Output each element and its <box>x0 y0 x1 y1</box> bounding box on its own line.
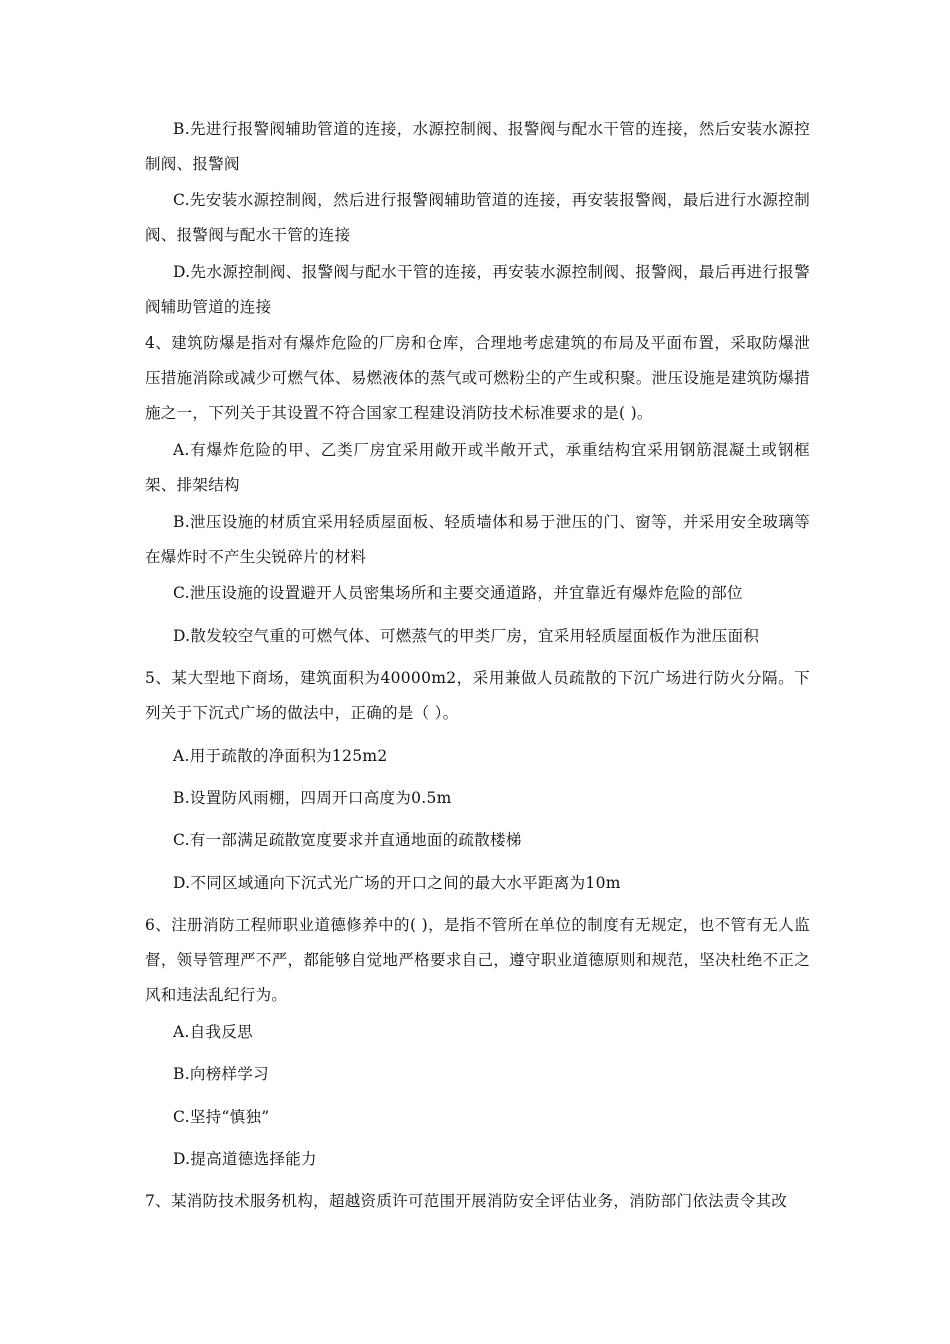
q3-option-c: C.先安装水源控制阀，然后进行报警阀辅助管道的连接，再安装报警阀，最后进行水源控制阀、报警阀与配水干管的连接 <box>145 191 810 244</box>
q6-option-c: C.坚持“慎独” <box>173 1108 270 1126</box>
q6-option-b: B.向榜样学习 <box>173 1065 269 1083</box>
q3-option-d: D.先水源控制阀、报警阀与配水干管的连接，再安装水源控制阀、报警阀，最后再进行报警阀辅助管道的连接 <box>145 263 810 316</box>
q5-stem: 5、某大型地下商场，建筑面积为40000m2，采用兼做人员疏散的下沉广场进行防火分隔。下列关于下沉式广场的做法中，正确的是（ ）。 <box>145 669 810 722</box>
q4-option-c: C.泄压设施的设置避开人员密集场所和主要交通道路，并宜靠近有爆炸危险的部位 <box>173 584 743 602</box>
q6-option-d: D.提高道德选择能力 <box>173 1150 317 1168</box>
q4-option-d: D.散发较空气重的可燃气体、可燃蒸气的甲类厂房，宜采用轻质屋面板作为泄压面积 <box>173 627 760 645</box>
q5-option-b: B.设置防风雨棚，四周开口高度为0.5m <box>173 789 452 807</box>
q6-option-a: A.自我反思 <box>173 1023 253 1041</box>
q4-option-b: B.泄压设施的材质宜采用轻质屋面板、轻质墙体和易于泄压的门、窗等，并采用安全玻璃等在爆炸时不产生尖锐碎片的材料 <box>145 513 810 566</box>
q5-option-a: A.用于疏散的净面积为125m2 <box>173 747 388 765</box>
q7-stem: 7、某消防技术服务机构，超越资质许可范围开展消防安全评估业务，消防部门依法责令其改 <box>145 1192 788 1210</box>
q5-option-d: D.不同区域通向下沉式光广场的开口之间的最大水平距离为10m <box>173 874 621 892</box>
q4-stem: 4、建筑防爆是指对有爆炸危险的厂房和仓库，合理地考虑建筑的布局及平面布置，采取防爆泄压措施消除或减少可燃气体、易燃液体的蒸气或可燃粉尘的产生或积聚。泄压设施是建筑防爆措施之一，下列关于其设置不符合国家工程建设消防技术标准要求的是( )。 <box>145 334 810 422</box>
q6-stem: 6、注册消防工程师职业道德修养中的( )，是指不管所在单位的制度有无规定，也不管有无人监督，领导管理严不严，都能够自觉地严格要求自己，遵守职业道德原则和规范，坚决杜绝不正之风和违法乱纪行为。 <box>145 916 810 1004</box>
q5-option-c: C.有一部满足疏散宽度要求并直通地面的疏散楼梯 <box>173 831 522 849</box>
q3-option-b: B.先进行报警阀辅助管道的连接，水源控制阀、报警阀与配水干管的连接，然后安装水源控制阀、报警阀 <box>145 120 810 173</box>
q4-option-a: A.有爆炸危险的甲、乙类厂房宜采用敞开或半敞开式，承重结构宜采用钢筋混凝土或钢框架、排架结构 <box>145 441 810 494</box>
